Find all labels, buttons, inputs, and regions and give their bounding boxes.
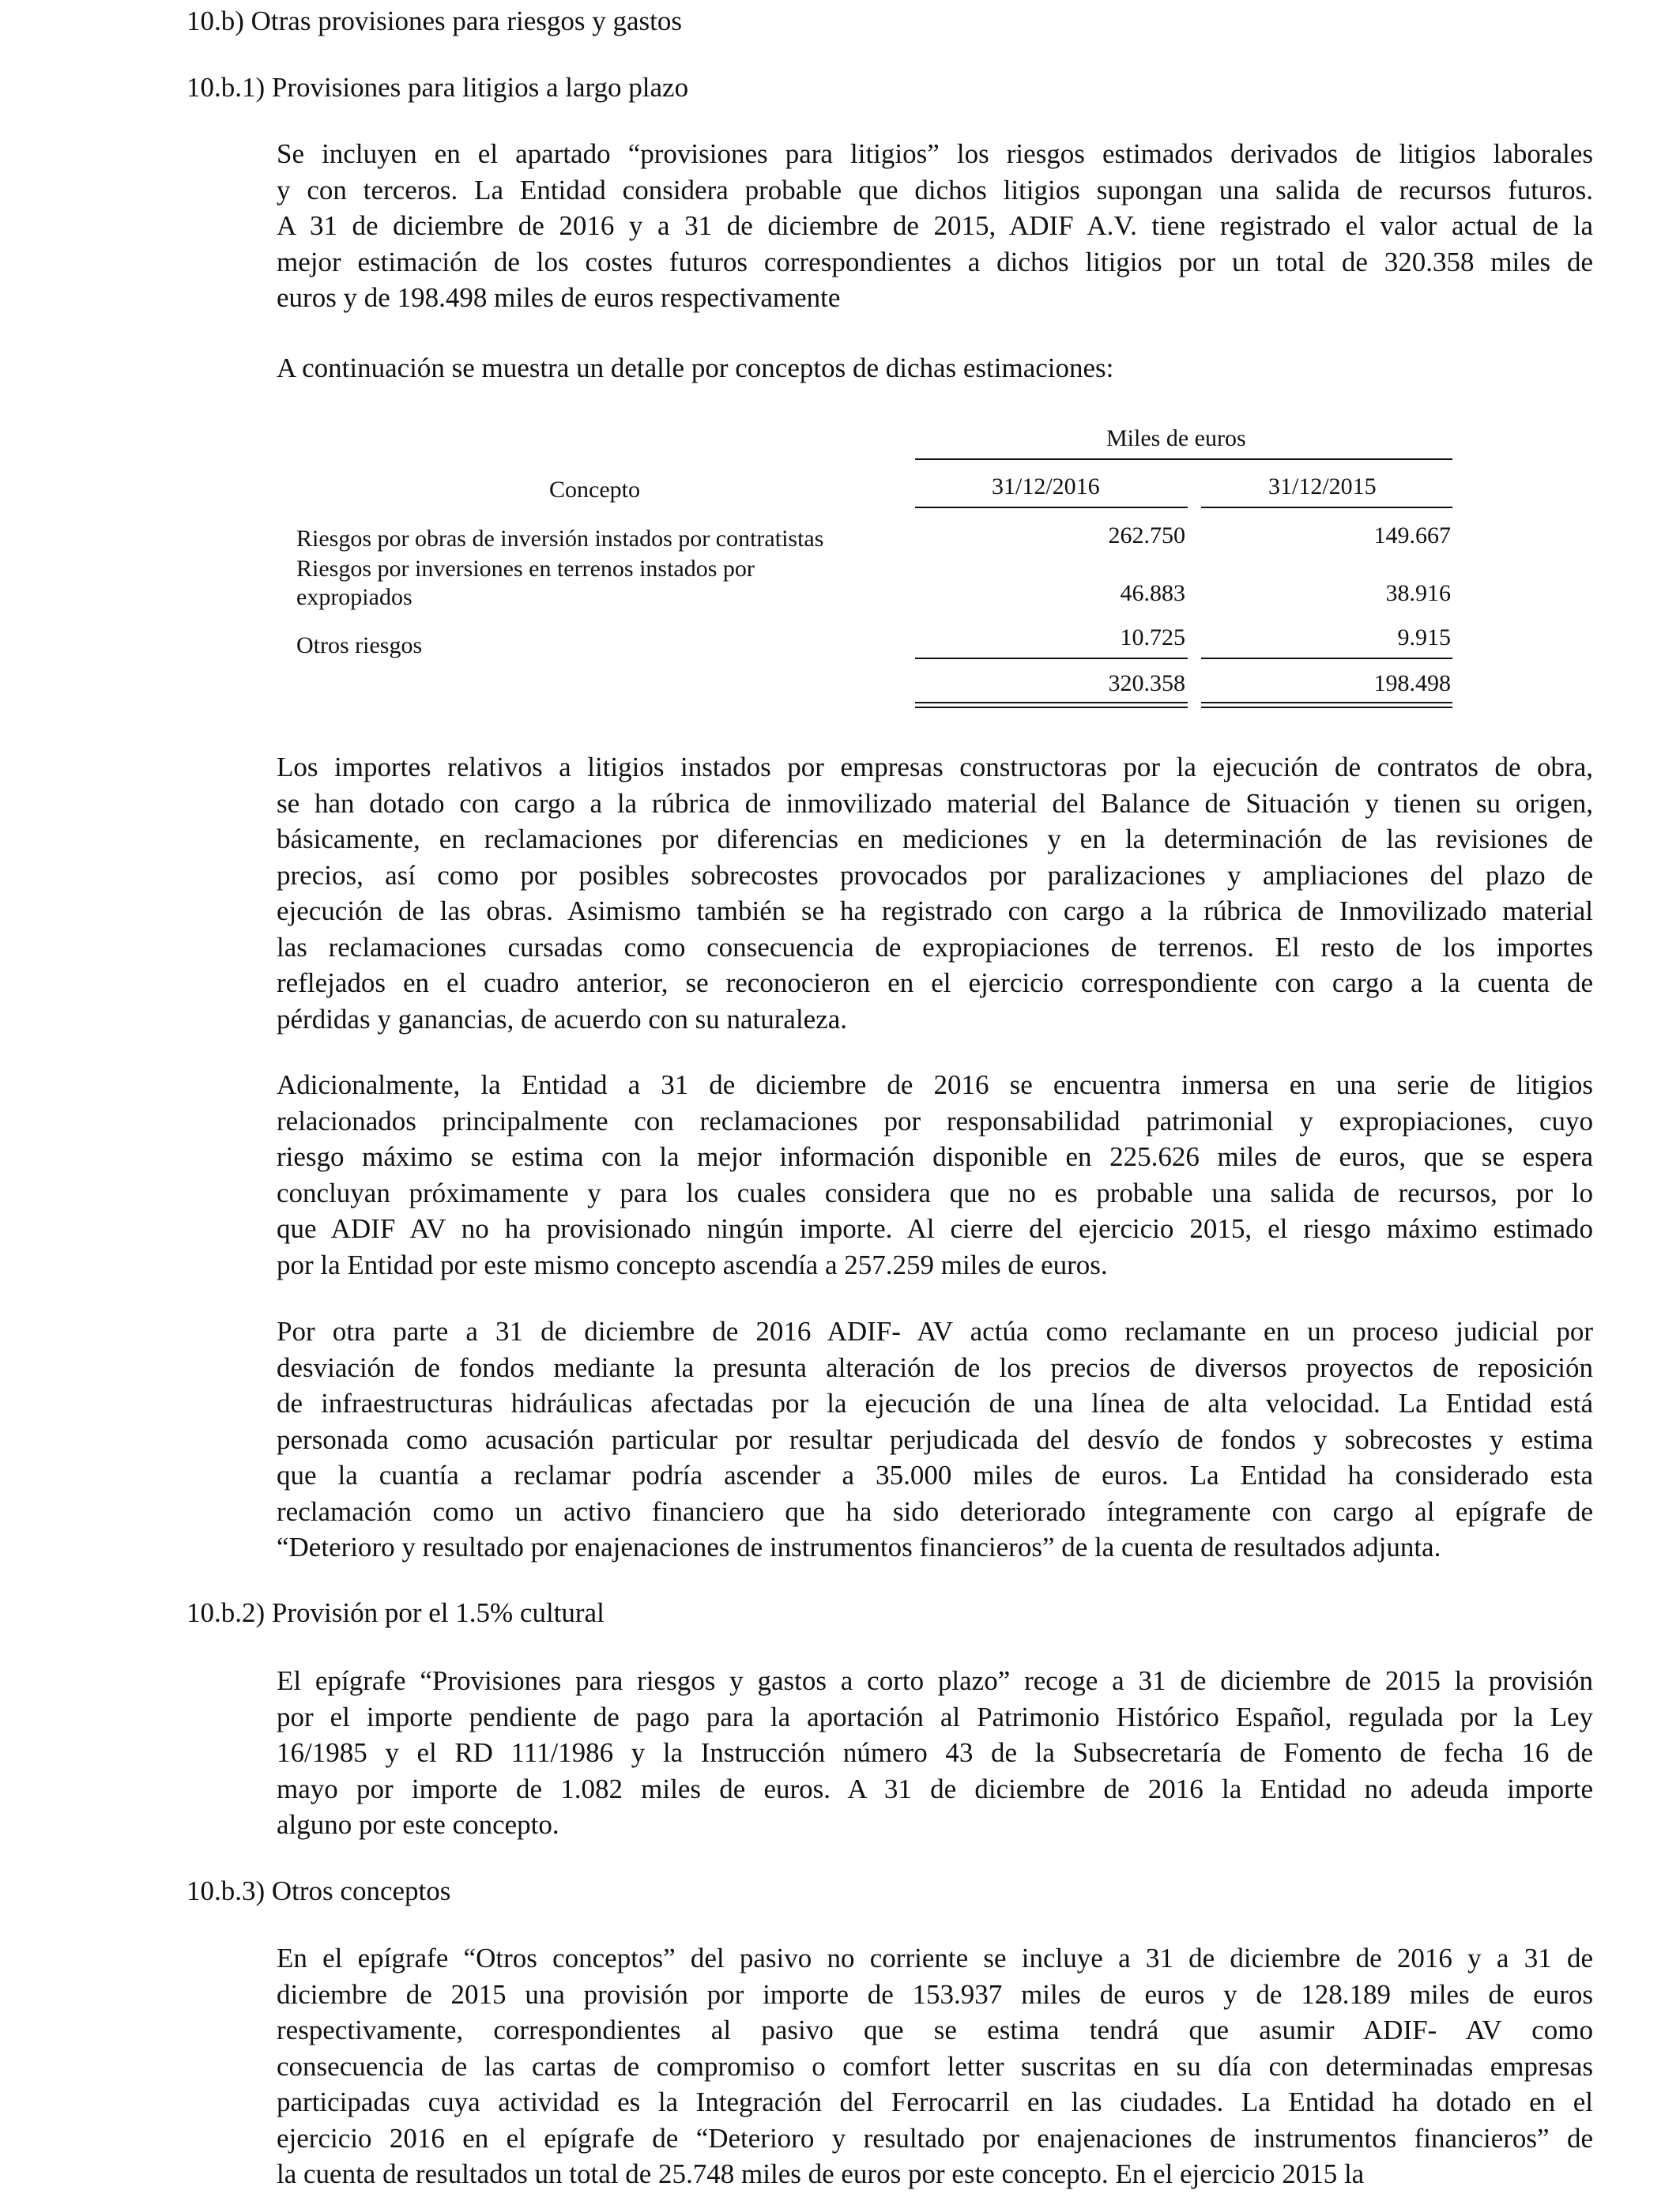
paragraph-proceso-judicial (277, 1314, 1593, 1566)
text-line: personada como acusación particular por resultar perjudicada del desvío de fondos y sobrecostes y estima (277, 1423, 1593, 1455)
text-line: reclamación como un activo financiero que ha sido deteriorado íntegramente con cargo al epígrafe de (277, 1495, 1593, 1527)
row-3-label: Otros riesgos (296, 632, 423, 658)
total-rule-2015-a (1201, 702, 1452, 703)
table-concept-header: Concepto (549, 477, 640, 503)
row-3-value-2016: 10.725 (1120, 624, 1185, 650)
col-2015-header-rule (1201, 507, 1452, 508)
text-line: desviación de fondos mediante la presunta alteración de los precios de diversos proyectos de reposición (277, 1351, 1593, 1383)
text-line: por la Entidad por este mismo concepto ascendía a 257.259 miles de euros. (277, 1249, 1108, 1280)
header-rule (915, 458, 1452, 460)
text-line: pérdidas y ganancias, de acuerdo con su naturaleza. (277, 1003, 848, 1035)
text-line: se han dotado con cargo a la rúbrica de inmovilizado material del Balance de Situación y tienen su origen, (277, 787, 1593, 819)
subsection-3-title: 10.b.3) Otros conceptos (186, 1875, 451, 1906)
text-line: Por otra parte a 31 de diciembre de 2016 ADIF- AV actúa como reclamante en un proceso judicial por (277, 1316, 1593, 1347)
text-line: ejecución de las obras. Asimismo también se ha registrado con cargo a la rúbrica de Inmovilizado material (277, 895, 1593, 926)
text-line: 16/1985 y el RD 111/1986 y la Instrucción número 43 de la Subsecretaría de Fomento de fecha 16 de (277, 1737, 1593, 1768)
text-line: la cuenta de resultados un total de 25.748 miles de euros por este concepto. En el ejercicio 2015 la (277, 2158, 1365, 2189)
text-line: respectivamente, correspondientes al pasivo que se estima tendrá que asumir ADIF- AV como (277, 2015, 1593, 2045)
table-col-2016-header: 31/12/2016 (992, 473, 1100, 499)
row-2-label-line-1: Riesgos por inversiones en terrenos instados por (296, 556, 755, 582)
text-line: y con terceros. La Entidad considera probable que dichos litigios supongan una salida de recursos futuros. (277, 174, 1593, 205)
subtotal-rule-2015 (1201, 658, 1452, 659)
text-line: básicamente, en reclamaciones por diferencias en mediciones y en la determinación de las revisiones de (277, 824, 1593, 854)
text-line: que la cuantía a reclamar podría ascender a 35.000 miles de euros. La Entidad ha considerado esta (277, 1460, 1593, 1491)
subsection-1-title: 10.b.1) Provisiones para litigios a largo plazo (186, 72, 689, 103)
col-2016-header-rule (915, 507, 1188, 508)
text-line: de infraestructuras hidráulicas afectadas por la ejecución de una línea de alta velocidad. La Entidad está (277, 1388, 1593, 1419)
text-line: Adicionalmente, la Entidad a 31 de diciembre de 2016 se encuentra inmersa en una serie de litigios (277, 1069, 1593, 1100)
total-rule-2016-a (915, 702, 1188, 703)
paragraph-litigios-adicionales (277, 1067, 1593, 1283)
row-3-value-2015: 9.915 (1397, 624, 1451, 650)
text-line: participadas cuya actividad es la Integración del Ferrocarril en las ciudades. La Entidad ha dotado en el (277, 2087, 1593, 2117)
text-line: que ADIF AV no ha provisionado ningún importe. Al cierre del ejercicio 2015, el riesgo máximo estimado (277, 1213, 1593, 1244)
paragraph-otros-conceptos (277, 1940, 1593, 2192)
paragraph-importes-litigios (277, 749, 1593, 1037)
subsection-2-title: 10.b.2) Provisión por el 1.5% cultural (186, 1597, 605, 1628)
row-1-label: Riesgos por obras de inversión instados por contratistas (296, 526, 824, 552)
total-2015: 198.498 (1373, 670, 1451, 696)
text-line: mejor estimación de los costes futuros correspondientes a dichos litigios por un total de 320.358 miles de (277, 246, 1593, 277)
text-line: alguno por este concepto. (277, 1809, 559, 1840)
text-line: las reclamaciones cursadas como consecuencia de expropiaciones de terrenos. El resto de los importes (277, 931, 1593, 963)
text-line: por el importe pendiente de pago para la aportación al Patrimonio Histórico Español, regulada por la Ley (277, 1701, 1593, 1732)
text-line: diciembre de 2015 una provisión por importe de 153.937 miles de euros y de 128.189 miles de euros (277, 1978, 1593, 2010)
paragraph-provision-cultural (277, 1663, 1593, 1843)
text-line: relacionados principalmente con reclamaciones por responsabilidad patrimonial y expropiaciones, cuyo (277, 1105, 1593, 1137)
text-line: ejercicio 2016 en el epígrafe de “Deterioro y resultado por enajenaciones de instrumentos financieros” de (277, 2122, 1593, 2154)
text-line: Se incluyen en el apartado “provisiones para litigios” los riesgos estimados derivados de litigios laborales (277, 138, 1593, 169)
text-line: En el epígrafe “Otros conceptos” del pasivo no corriente se incluye a 31 de diciembre de 2016 y a 31 de (277, 1943, 1593, 1973)
subtotal-rule-2016 (915, 658, 1188, 659)
table-unit-header: Miles de euros (1106, 425, 1246, 451)
text-line: precios, así como por posibles sobrecostes provocados por paralizaciones y ampliaciones del plazo de (277, 859, 1593, 891)
table-col-2015-header: 31/12/2015 (1268, 473, 1377, 499)
total-rule-2015-b (1201, 707, 1452, 708)
text-line: A 31 de diciembre de 2016 y a 31 de diciembre de 2015, ADIF A.V. tiene registrado el valor actual de la (277, 210, 1593, 241)
text-line: euros y de 198.498 miles de euros respectivamente (277, 282, 841, 313)
total-rule-2016-b (915, 707, 1188, 708)
row-2-label-line-2: expropiados (296, 584, 412, 610)
text-line: riesgo máximo se estima con la mejor información disponible en 225.626 miles de euros, que se espera (277, 1141, 1593, 1172)
text-line: mayo por importe de 1.082 miles de euros. A 31 de diciembre de 2016 la Entidad no adeuda importe (277, 1773, 1593, 1804)
paragraph-litigios-intro (277, 136, 1593, 316)
text-line: El epígrafe “Provisiones para riesgos y gastos a corto plazo” recoge a 31 de diciembre de 2015 la provisión (277, 1665, 1593, 1696)
text-line: Los importes relativos a litigios instados por empresas constructoras por la ejecución de contratos de obra, (277, 752, 1593, 782)
text-line: reflejados en el cuadro anterior, se reconocieron en el ejercicio correspondiente con cargo a la cuenta de (277, 967, 1593, 998)
text-line: concluyan próximamente y para los cuales considera que no es probable una salida de recursos, por lo (277, 1177, 1593, 1208)
text-line: consecuencia de las cartas de compromiso o comfort letter suscritas en su día con determinadas empresas (277, 2050, 1593, 2082)
row-1-value-2015: 149.667 (1373, 522, 1451, 548)
table-intro-text: A continuación se muestra un detalle por conceptos de dichas estimaciones: (277, 352, 1114, 383)
row-2-value-2015: 38.916 (1385, 580, 1451, 606)
row-2-value-2016: 46.883 (1120, 580, 1185, 606)
section-title: 10.b) Otras provisiones para riesgos y gastos (186, 6, 682, 36)
total-2016: 320.358 (1108, 670, 1185, 696)
row-1-value-2016: 262.750 (1108, 522, 1185, 548)
text-line: “Deterioro y resultado por enajenaciones de instrumentos financieros” de la cuenta de resultados adjunta. (277, 1532, 1441, 1563)
